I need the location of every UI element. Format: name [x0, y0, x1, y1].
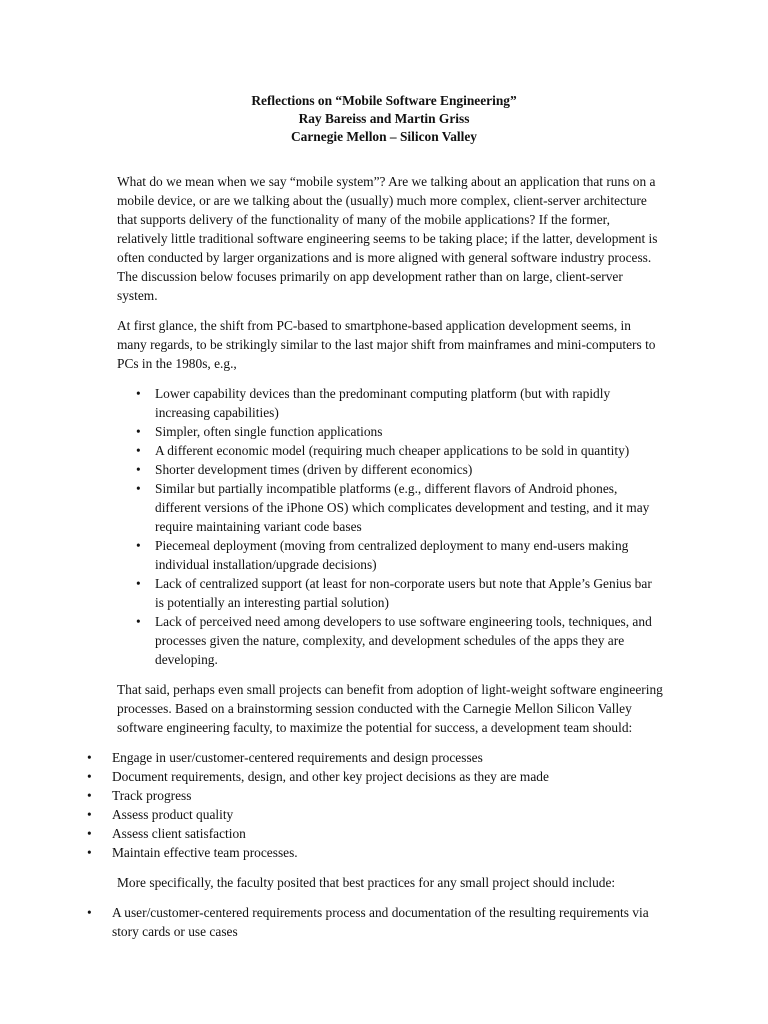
list-item [87, 903, 663, 941]
list-item [136, 536, 663, 574]
paragraph-intro: What do we mean when we say “mobile system”? Are we talking about an application that runs on a mobile device, or are we talking about the (usually) much more complex, client-server architecture that supports delivery of the functionality of many of the mobile applications? If the former, relatively little traditional software engineering seems to be taking place; if the latter, development is often conducted by larger organizations and is more aligned with general software industry process. The discussion below focuses primarily on app development rather than on large, client-server system. [117, 174, 658, 303]
list-item-text: Maintain effective team processes. [112, 845, 298, 860]
list-item [87, 786, 663, 805]
list-item [136, 574, 663, 612]
list-item-text: Shorter development times (driven by different economics) [155, 462, 473, 477]
list-item [136, 612, 663, 669]
list-item-text: Lower capability devices than the predominant computing platform (but with rapidly increasing capabilities) [155, 386, 611, 420]
list-item [136, 384, 663, 422]
list-item-text: Piecemeal deployment (moving from centralized deployment to many end-users making individual installation/upgrade decisions) [155, 538, 629, 572]
list-item-text: A user/customer-centered requirements process and documentation of the resulting requirements via story cards or use cases [112, 905, 649, 939]
list-item [136, 460, 663, 479]
list-item-text: Simpler, often single function applications [155, 424, 383, 439]
paragraph-light-weight: That said, perhaps even small projects can benefit from adoption of light-weight software engineering processes. Based on a brainstorming session conducted with the Carnegie Mellon Silicon Valley software engineering faculty, to maximize the potential for success, a development team should: [117, 682, 663, 735]
list-item [87, 805, 663, 824]
document-authors: Ray Bareiss and Martin Griss [298, 111, 470, 126]
paragraph-best-practices: More specifically, the faculty posited that best practices for any small project should include: [117, 875, 616, 890]
bullet-icon: • [136, 481, 141, 496]
bullet-icon: • [136, 424, 141, 439]
list-item-text: Engage in user/customer-centered requirements and design processes [112, 750, 483, 765]
bullet-icon: • [87, 750, 92, 765]
list-item-text: Assess product quality [112, 807, 234, 822]
bullet-icon: • [136, 614, 141, 629]
list-best-practices [87, 903, 663, 941]
list-shift-characteristics [136, 384, 663, 669]
list-item-text: Assess client satisfaction [112, 826, 246, 841]
list-item-text: Lack of perceived need among developers to use software engineering tools, techniques, and processes given the nature, complexity, and development schedules of the apps they are developing. [155, 614, 652, 667]
list-item-text: Document requirements, design, and other key project decisions as they are made [112, 769, 549, 784]
list-item-text: Track progress [112, 788, 192, 803]
list-item-text: A different economic model (requiring much cheaper applications to be sold in quantity) [155, 443, 630, 458]
bullet-icon: • [136, 538, 141, 553]
document-body [87, 172, 663, 952]
list-item [136, 479, 663, 536]
bullet-icon: • [87, 905, 92, 920]
list-item [87, 767, 663, 786]
list-item [136, 422, 663, 441]
bullet-icon: • [136, 576, 141, 591]
document-affiliation: Carnegie Mellon – Silicon Valley [291, 129, 477, 144]
list-item-text: Lack of centralized support (at least for non-corporate users but note that Apple’s Genius bar is potentially an interesting partial solution) [155, 576, 652, 610]
document-title: Reflections on “Mobile Software Engineering” [251, 93, 517, 108]
bullet-icon: • [87, 788, 92, 803]
bullet-icon: • [136, 462, 141, 477]
list-item [87, 824, 663, 843]
bullet-icon: • [136, 386, 141, 401]
document-title-block [0, 92, 768, 146]
bullet-icon: • [87, 845, 92, 860]
list-team-should [87, 748, 663, 862]
bullet-icon: • [87, 826, 92, 841]
list-item-text: Similar but partially incompatible platforms (e.g., different flavors of Android phones, different versions of the iPhone OS) which complicates development and testing, and it may require maintaining variant code bases [155, 481, 650, 534]
paragraph-shift: At first glance, the shift from PC-based to smartphone-based application development seems, in many regards, to be strikingly similar to the last major shift from mainframes and mini-computers to PCs in the 1980s, e.g., [117, 318, 656, 371]
list-item [136, 441, 663, 460]
bullet-icon: • [87, 769, 92, 784]
list-item [87, 748, 663, 767]
bullet-icon: • [136, 443, 141, 458]
bullet-icon: • [87, 807, 92, 822]
list-item [87, 843, 663, 862]
